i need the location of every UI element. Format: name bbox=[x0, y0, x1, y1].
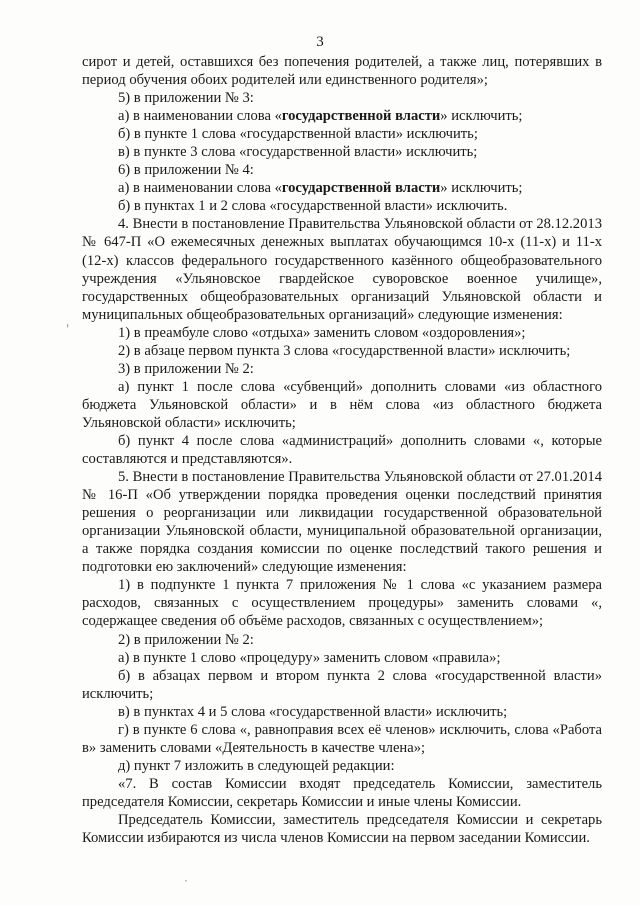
list-item: в) в пункте 3 слова «государственной власти» исключить; bbox=[118, 144, 478, 161]
list-item: а) пункт 1 после слова «субвенций» дополнить словами «из областного бюджета Ульяновской области» и в нём слова «из областного бюджета Ульяновской области» исключить; bbox=[82, 378, 602, 431]
list-item: 2) в приложении № 2: bbox=[118, 631, 254, 648]
text-segment: » исключить; bbox=[440, 108, 523, 125]
list-item: 5) в приложении № 3: bbox=[118, 90, 254, 107]
text-segment: а) в наименовании слова « bbox=[118, 108, 282, 125]
list-item: 3) в приложении № 2: bbox=[118, 360, 254, 377]
scan-mark: ' bbox=[66, 322, 70, 336]
paragraph-continuation: сирот и детей, оставшихся без попечения родителей, а также лиц, потерявших в период обучения обоих родителей или единственного родителя»; bbox=[82, 54, 602, 89]
bold-text: государственной власти bbox=[281, 180, 441, 197]
section-4-paragraph: 4. Внести в постановление Правительства Ульяновской области от 28.12.2013 № 647-П «О ежемесячных денежных выплатах обучающимся 10-х (11-х) и 11-х (12-х) классов федерального государственного казённого общеобразовательного учреждения «Ульяновское гвардейское суворовское военное училище», государственных общеобразовательных организаций Ульяновской области и муниципальных общеобразовательных организаций» следующие изменения: bbox=[82, 216, 602, 323]
list-item: в) в пунктах 4 и 5 слова «государственной власти» исключить; bbox=[118, 703, 508, 720]
list-item: 2) в абзаце первом пункта 3 слова «государственной власти» исключить; bbox=[118, 342, 571, 359]
quoted-paragraph: Председатель Комиссии, заместитель председателя Комиссии и секретарь Комиссии избираются из числа членов Комиссии на первом заседании Комиссии. bbox=[82, 811, 602, 847]
list-item: б) в абзацах первом и втором пункта 2 слова «государственной власти» исключить; bbox=[82, 667, 602, 702]
document-body bbox=[82, 53, 602, 847]
list-item: д) пункт 7 изложить в следующей редакции: bbox=[118, 757, 395, 774]
list-item bbox=[82, 179, 602, 197]
list-item: г) в пункте 6 слова «, равноправия всех её членов» исключить, слова «Работа в» заменить словами «Деятельность в качестве члена»; bbox=[82, 721, 602, 756]
list-item bbox=[82, 107, 602, 125]
section-5-paragraph: 5. Внести в постановление Правительства Ульяновской области от 27.01.2014 № 16-П «Об утверждении порядка проведения оценки последствий принятия решения о реорганизации или ликвидации государственной образовательной организации Ульяновской области, муниципальной образовательной организации, а также порядка создания комиссии по оценке последствий такого решения и подготовки ею заключений» следующие изменения: bbox=[82, 469, 602, 576]
bold-text: государственной власти bbox=[281, 108, 441, 125]
text-segment: а) в наименовании слова « bbox=[118, 180, 282, 197]
text-segment: » исключить; bbox=[440, 180, 523, 197]
list-item: б) в пункте 1 слова «государственной власти» исключить; bbox=[118, 126, 478, 143]
scan-mark: · bbox=[184, 874, 188, 888]
list-item: 6) в приложении № 4: bbox=[118, 162, 254, 179]
list-item: 1) в подпункте 1 пункта 7 приложения № 1 слова «с указанием размера расходов, связанных с осуществлением процедуры» заменить словами «, содержащее сведения об объёме расходов, связанных с осуществлением»; bbox=[82, 577, 602, 630]
list-item: 1) в преамбуле слово «отдыха» заменить словом «оздоровления»; bbox=[118, 324, 526, 341]
list-item: б) пункт 4 после слова «администраций» дополнить словами «, которые составляются и представляются». bbox=[82, 432, 602, 468]
page-number: 3 bbox=[316, 34, 324, 50]
list-item: а) в пункте 1 слово «процедуру» заменить словом «правила»; bbox=[118, 649, 501, 666]
quoted-paragraph: «7. В состав Комиссии входят председатель Комиссии, заместитель председателя Комиссии, секретарь Комиссии и иные члены Комиссии. bbox=[82, 775, 602, 810]
list-item: б) в пунктах 1 и 2 слова «государственной власти» исключить. bbox=[118, 198, 508, 215]
